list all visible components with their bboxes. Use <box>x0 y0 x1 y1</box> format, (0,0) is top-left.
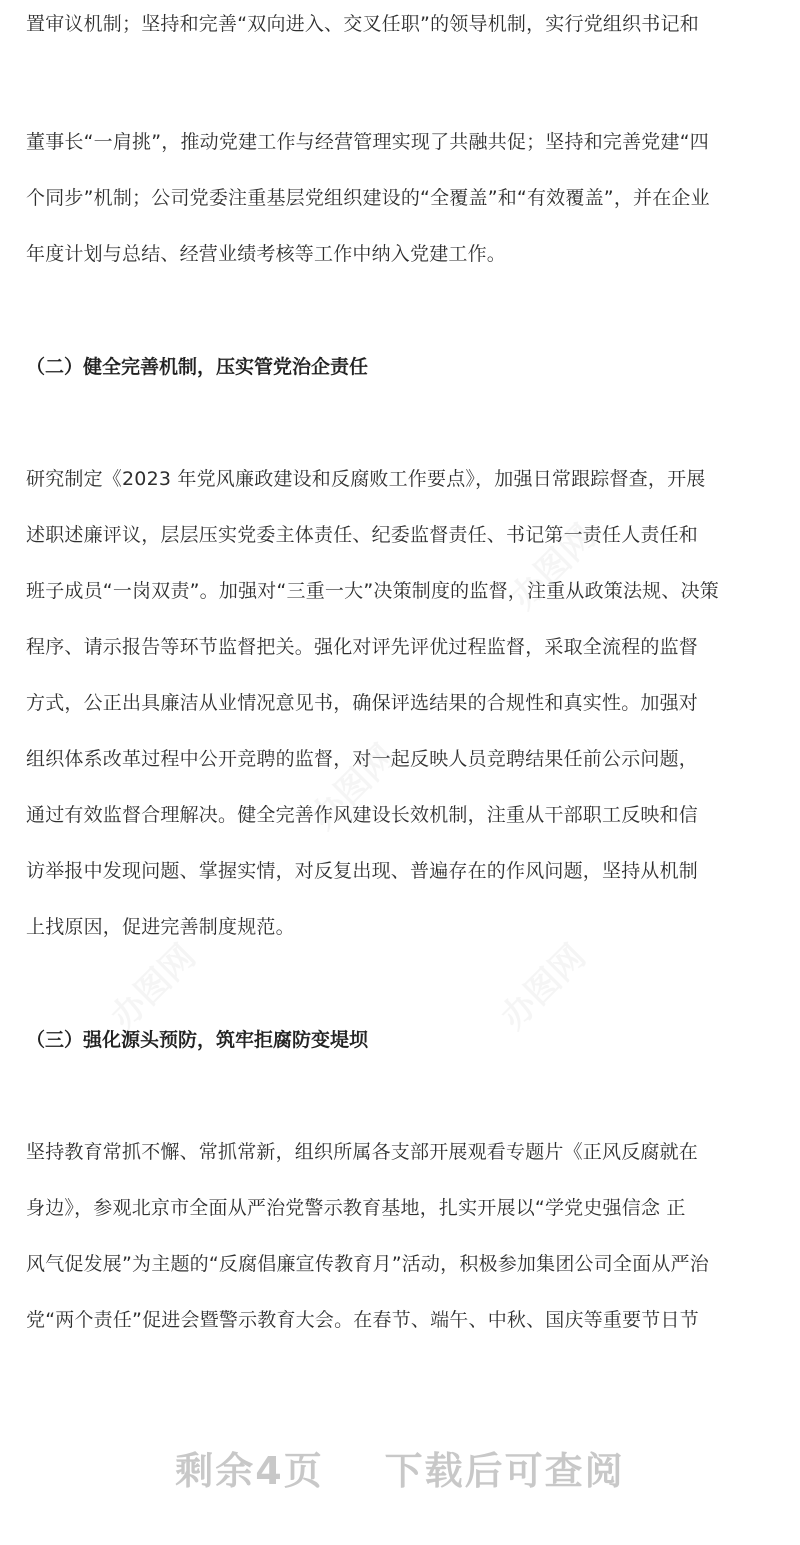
download-prompt[interactable] <box>0 1440 800 1495</box>
watermark: 办图网 <box>503 516 604 618</box>
paragraph-line: 研究制定《2023 年党风廉政建设和反腐败工作要点》，加强日常跟踪督查，开展 <box>26 468 706 490</box>
watermark: 办图网 <box>103 936 204 1038</box>
watermark: 办图网 <box>303 736 404 838</box>
paragraph-line: 组织体系改革过程中公开竞聘的监督，对一起反映人员竞聘结果任前公示问题， <box>26 748 699 770</box>
section-heading: （二）健全完善机制，压实管党治企责任 <box>26 356 369 378</box>
paragraph-line: 方式，公正出具廉洁从业情况意见书，确保评选结果的合规性和真实性。加强对 <box>26 692 699 714</box>
paragraph-line: 董事长“一肩挑”，推动党建工作与经营管理实现了共融共促；坚持和完善党建“四 <box>26 131 709 153</box>
paragraph-line: 年度计划与总结、经营业绩考核等工作中纳入党建工作。 <box>26 243 507 265</box>
paragraph-line: 置审议机制；坚持和完善“双向进入、交叉任职”的领导机制，实行党组织书记和 <box>26 13 699 35</box>
paragraph-line: 风气促发展”为主题的“反腐倡廉宣传教育月”活动，积极参加集团公司全面从严治 <box>26 1253 709 1275</box>
paragraph-line: 党“两个责任”促进会暨警示教育大会。在春节、端午、中秋、国庆等重要节日节 <box>26 1309 699 1331</box>
paragraph-line: 述职述廉评议，层层压实党委主体责任、纪委监督责任、书记第一责任人责任和 <box>26 524 699 546</box>
paragraph-line: 通过有效监督合理解决。健全完善作风建设长效机制，注重从干部职工反映和信 <box>26 804 699 826</box>
paragraph-line: 上找原因，促进完善制度规范。 <box>26 916 295 938</box>
paragraph-line: 班子成员“一岗双责”。加强对“三重一大”决策制度的监督，注重从政策法规、决策 <box>26 580 719 602</box>
paragraph-line: 个同步”机制；公司党委注重基层党组织建设的“全覆盖”和“有效覆盖”，并在企业 <box>26 187 710 209</box>
remaining-pages-text: 剩余4页 <box>175 1449 324 1493</box>
download-to-view-text: 下载后可查阅 <box>384 1449 625 1493</box>
paragraph-line: 坚持教育常抓不懈、常抓常新，组织所属各支部开展观看专题片《正风反腐就在 <box>26 1141 699 1163</box>
paragraph-line: 访举报中发现问题、掌握实情，对反复出现、普遍存在的作风问题，坚持从机制 <box>26 860 699 882</box>
paragraph-line: 身边》，参观北京市全面从严治党警示教育基地，扎实开展以“学党史强信念 正 <box>26 1197 686 1219</box>
section-heading: （三）强化源头预防，筑牢拒腐防变堤坝 <box>26 1029 369 1051</box>
watermark: 办图网 <box>493 936 594 1038</box>
paragraph-line: 程序、请示报告等环节监督把关。强化对评先评优过程监督，采取全流程的监督 <box>26 636 699 658</box>
